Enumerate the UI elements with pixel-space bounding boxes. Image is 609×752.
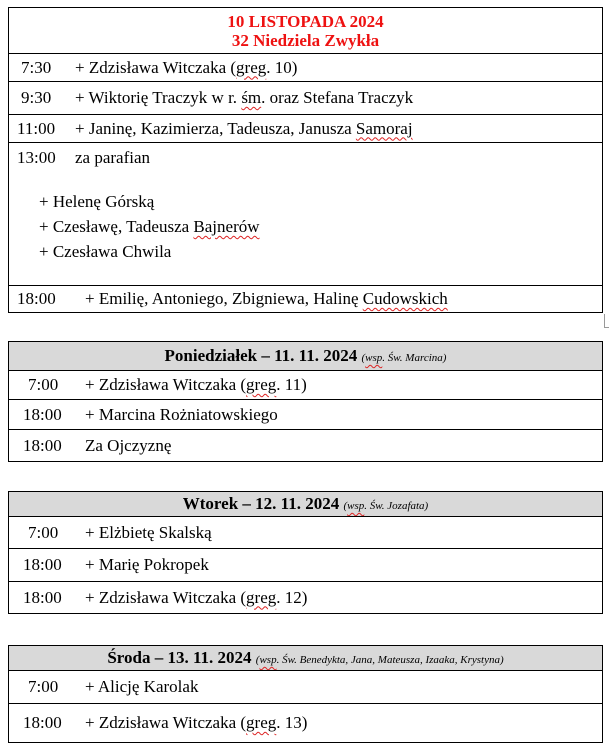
mass-time: 18:00 xyxy=(17,289,56,308)
mass-intention xyxy=(85,405,278,425)
intention-flagged-word: greg xyxy=(246,713,277,732)
day-feast xyxy=(256,654,504,666)
intention-text: + Alicję Karolak xyxy=(85,677,199,696)
intention-text: Za Ojczyznę xyxy=(85,435,172,455)
intention-text: + Zdzisława Witczaka ( xyxy=(75,57,237,77)
parafian-item xyxy=(39,217,260,237)
day-header xyxy=(9,492,602,516)
parafian-intro: za parafian xyxy=(75,148,151,167)
sunday-subtitle: 32 Niedziela Zwykła xyxy=(231,31,380,50)
intention-text-end: . oraz Stefana Traczyk xyxy=(261,88,414,107)
mass-time: 7:00 xyxy=(28,375,59,394)
feast-flagged-word: wsp xyxy=(365,352,383,364)
day-title: Wtorek – 12. 11. 2024 xyxy=(182,494,344,513)
intention-text: + Marię Pokropek xyxy=(85,555,209,574)
mass-time: 13:00 xyxy=(17,148,56,167)
mass-time: 18:00 xyxy=(23,713,62,732)
mass-intention xyxy=(85,289,448,309)
mass-row xyxy=(9,370,602,399)
intention-text: + Janinę, Kazimierza, Tadeusza, Janusza xyxy=(75,118,356,138)
sunday-title: 10 LISTOPADA 2024 xyxy=(227,12,384,31)
mass-row xyxy=(9,285,602,312)
intention-text-end: . 10) xyxy=(266,57,298,77)
intention-text: + Emilię, Antoniego, Zbigniewa, Halinę xyxy=(85,289,363,308)
mass-intention xyxy=(85,523,212,543)
mass-time: 7:30 xyxy=(21,57,52,77)
mass-time: 11:00 xyxy=(17,118,56,138)
intention-text: + Helenę Górską xyxy=(39,192,155,211)
mass-row xyxy=(9,516,602,548)
intention-flagged-word: Bajnerów xyxy=(193,217,260,236)
intention-text-end: . 11) xyxy=(276,375,307,394)
intention-text-end: . 13) xyxy=(276,713,308,732)
feast-flagged-word: wsp xyxy=(347,500,365,512)
intention-text: + Zdzisława Witczaka ( xyxy=(85,713,247,732)
intention-text: + Czesława Chwila xyxy=(39,242,172,261)
intention-flagged-word: śm xyxy=(241,88,262,107)
parafian-item xyxy=(39,242,171,262)
intention-text: + Elżbietę Skalską xyxy=(85,522,212,542)
intention-text: + Marcina Rożniatowskiego xyxy=(85,404,278,424)
mass-intention xyxy=(85,713,307,733)
mass-intention xyxy=(75,58,297,78)
mass-time: 18:00 xyxy=(23,587,62,607)
intention-flagged-word: Cudowskich xyxy=(362,289,448,308)
intention-text: + Czesławę, Tadeusza xyxy=(39,217,194,236)
mass-time: 9:30 xyxy=(21,88,52,107)
mass-intention xyxy=(85,588,307,608)
mass-row xyxy=(9,703,602,742)
feast-open: ( xyxy=(343,500,348,512)
intention-flagged-word: Samoraj xyxy=(355,118,413,138)
intention-flagged-word: greg xyxy=(246,375,277,394)
monday-table xyxy=(8,341,603,462)
mass-row xyxy=(9,81,602,114)
wednesday-table xyxy=(8,645,603,743)
feast-name: . Św. Marcina) xyxy=(382,352,447,364)
mass-intention xyxy=(75,88,413,108)
mass-intention xyxy=(85,375,307,395)
intention-text: + Zdzisława Witczaka ( xyxy=(85,375,247,394)
mass-row xyxy=(9,670,602,703)
feast-flagged-word: wsp xyxy=(259,654,277,666)
mass-row xyxy=(9,548,602,581)
day-title: Poniedziałek – 11. 11. 2024 xyxy=(164,346,362,365)
mass-row xyxy=(9,399,602,429)
parafian-row xyxy=(9,142,602,285)
mass-intention xyxy=(85,677,198,697)
sunday-table xyxy=(8,7,603,313)
day-title: Środa – 13. 11. 2024 xyxy=(107,648,256,667)
mass-time: 18:00 xyxy=(23,404,62,424)
intention-flagged-word: greg xyxy=(246,587,277,607)
mass-time: 7:00 xyxy=(28,522,59,542)
intention-text: + Wiktorię Traczyk w r. xyxy=(75,88,242,107)
feast-open: ( xyxy=(255,654,260,666)
feast-name: . Św. Benedykta, Jana, Mateusza, Izaaka, Krystyna) xyxy=(276,654,504,666)
mass-row xyxy=(9,429,602,461)
mass-time: 18:00 xyxy=(23,435,62,455)
mass-intention xyxy=(75,119,413,139)
day-header xyxy=(9,646,602,670)
intention-flagged-word: greg xyxy=(236,57,267,77)
intention-text-end: . 12) xyxy=(276,587,308,607)
text-boundary-mark xyxy=(604,314,609,328)
mass-intention xyxy=(85,436,171,456)
mass-intention xyxy=(85,555,209,575)
feast-name: . Św. Jozafata) xyxy=(364,500,429,512)
day-header xyxy=(9,342,602,370)
sunday-header xyxy=(9,8,602,53)
parafian-item xyxy=(39,192,154,212)
mass-row xyxy=(9,114,602,142)
mass-time: 18:00 xyxy=(23,555,62,574)
tuesday-table xyxy=(8,491,603,614)
day-feast xyxy=(343,500,428,512)
intention-text: + Zdzisława Witczaka ( xyxy=(85,587,247,607)
mass-row xyxy=(9,53,602,81)
mass-time: 7:00 xyxy=(28,677,59,696)
day-feast xyxy=(361,352,446,364)
mass-row xyxy=(9,581,602,613)
feast-open: ( xyxy=(361,352,366,364)
